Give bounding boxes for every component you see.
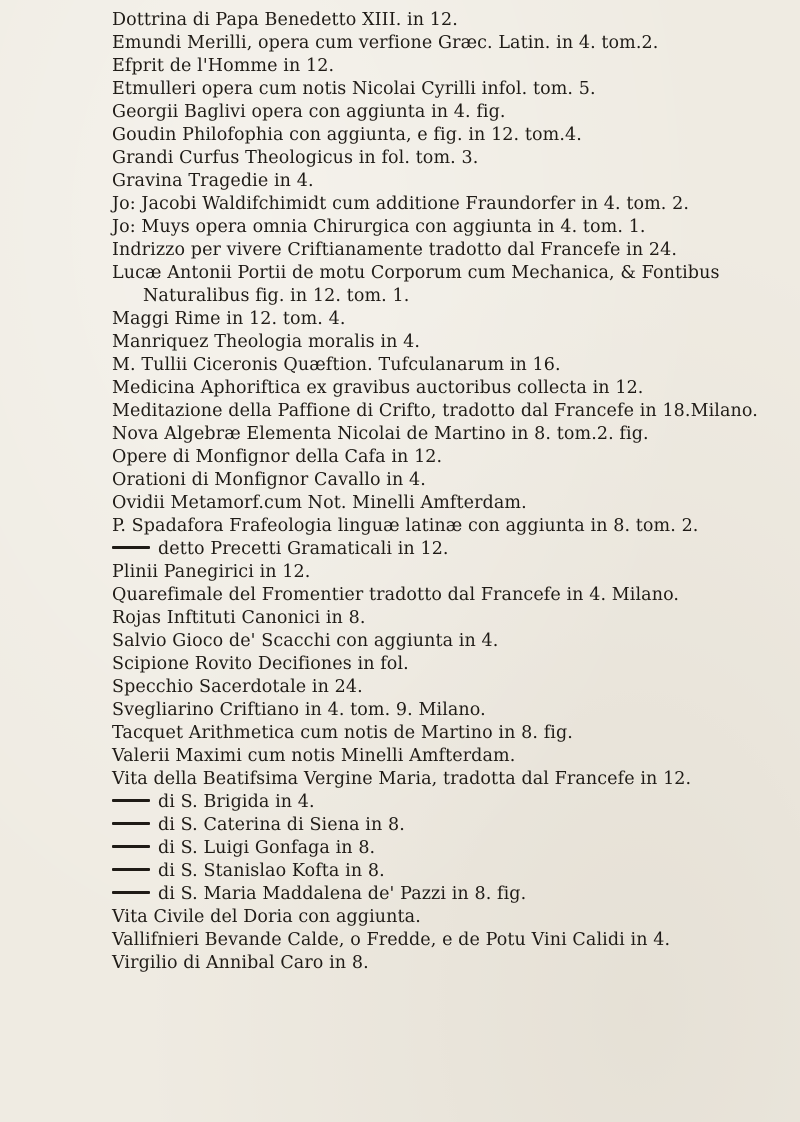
catalog-entry-ditto: di S. Caterina di Siena in 8.	[112, 815, 405, 835]
catalog-entry: Maggi Rime in 12. tom. 4.	[112, 309, 346, 329]
catalog-entry: Orationi di Monfignor Cavallo in 4.	[112, 470, 426, 490]
catalog-entry: Emundi Merilli, opera cum verfione Græc. Latin. in 4. tom.2.	[112, 33, 659, 53]
catalog-entry: Goudin Philofophia con aggiunta, e fig. in 12. tom.4.	[112, 125, 582, 145]
ditto-dash	[112, 799, 150, 802]
catalog-entry: Nova Algebræ Elementa Nicolai de Martino in 8. tom.2. fig.	[112, 424, 649, 444]
catalog-entry-ditto: detto Precetti Gramaticali in 12.	[112, 539, 449, 559]
catalog-entry: Quarefimale del Fromentier tradotto dal Francefe in 4. Milano.	[112, 585, 680, 605]
catalog-entry: Jo: Jacobi Waldifchimidt cum additione Fraundorfer in 4. tom. 2.	[112, 194, 690, 214]
catalog-entry: P. Spadafora Frafeologia linguæ latinæ con aggiunta in 8. tom. 2.	[112, 516, 699, 536]
catalog-entry: Specchio Sacerdotale in 24.	[112, 677, 363, 697]
catalog-entry: Manriquez Theologia moralis in 4.	[112, 332, 421, 352]
catalog-entry: Salvio Gioco de' Scacchi con aggiunta in 4.	[112, 631, 499, 651]
catalog-entry: Valerii Maximi cum notis Minelli Amfterdam.	[112, 746, 516, 766]
catalog-entry: Vita Civile del Doria con aggiunta.	[112, 907, 421, 927]
ditto-dash	[112, 845, 150, 848]
catalog-entry-ditto: di S. Luigi Gonfaga in 8.	[112, 838, 375, 858]
ditto-dash	[112, 822, 150, 825]
catalog-entry: Rojas Inftituti Canonici in 8.	[112, 608, 366, 628]
catalog-entry: Plinii Panegirici in 12.	[112, 562, 311, 582]
catalog-entry-ditto: di S. Maria Maddalena de' Pazzi in 8. fig.	[112, 884, 526, 904]
catalog-entry-ditto: di S. Stanislao Kofta in 8.	[112, 861, 385, 881]
catalog-entry: Scipione Rovito Decifiones in fol.	[112, 654, 409, 674]
catalog-entry: Svegliarino Criftiano in 4. tom. 9. Milano.	[112, 700, 486, 720]
catalog-entry: Lucæ Antonii Portii de motu Corporum cum Mechanica, & Fontibus	[112, 263, 720, 283]
catalog-entry: Gravina Tragedie in 4.	[112, 171, 314, 191]
catalog-entry-continuation: Naturalibus fig. in 12. tom. 1.	[143, 286, 410, 306]
catalog-entry: Opere di Monfignor della Cafa in 12.	[112, 447, 443, 467]
ditto-dash	[112, 868, 150, 871]
catalog-entry: Ovidii Metamorf.cum Not. Minelli Amfterdam.	[112, 493, 527, 513]
catalog-entry: Vita della Beatifsima Vergine Maria, tradotta dal Francefe in 12.	[112, 769, 692, 789]
catalog-entry: Meditazione della Paffione di Crifto, tradotto dal Francefe in 18.Milano.	[112, 401, 758, 421]
ditto-dash	[112, 891, 150, 894]
catalog-entry: Grandi Curfus Theologicus in fol. tom. 3.	[112, 148, 479, 168]
catalog-entry: Dottrina di Papa Benedetto XIII. in 12.	[112, 10, 458, 30]
catalog-entry: Medicina Aphoriftica ex gravibus auctoribus collecta in 12.	[112, 378, 644, 398]
catalog-entry: Tacquet Arithmetica cum notis de Martino in 8. fig.	[112, 723, 573, 743]
catalog-entry: Efprit de l'Homme in 12.	[112, 56, 335, 76]
catalog-entry: Etmulleri opera cum notis Nicolai Cyrilli infol. tom. 5.	[112, 79, 596, 99]
catalog-entry: Virgilio di Annibal Caro in 8.	[112, 953, 369, 973]
catalog-entry: M. Tullii Ciceronis Quæftion. Tufculanarum in 16.	[112, 355, 561, 375]
catalog-entry: Vallifnieri Bevande Calde, o Fredde, e de Potu Vini Calidi in 4.	[112, 930, 671, 950]
catalog-entry-ditto: di S. Brigida in 4.	[112, 792, 315, 812]
catalog-entry: Indrizzo per vivere Criftianamente tradotto dal Francefe in 24.	[112, 240, 678, 260]
catalog-entry: Jo: Muys opera omnia Chirurgica con aggiunta in 4. tom. 1.	[112, 217, 646, 237]
ditto-dash	[112, 546, 150, 549]
catalog-entry: Georgii Baglivi opera con aggiunta in 4. fig.	[112, 102, 506, 122]
